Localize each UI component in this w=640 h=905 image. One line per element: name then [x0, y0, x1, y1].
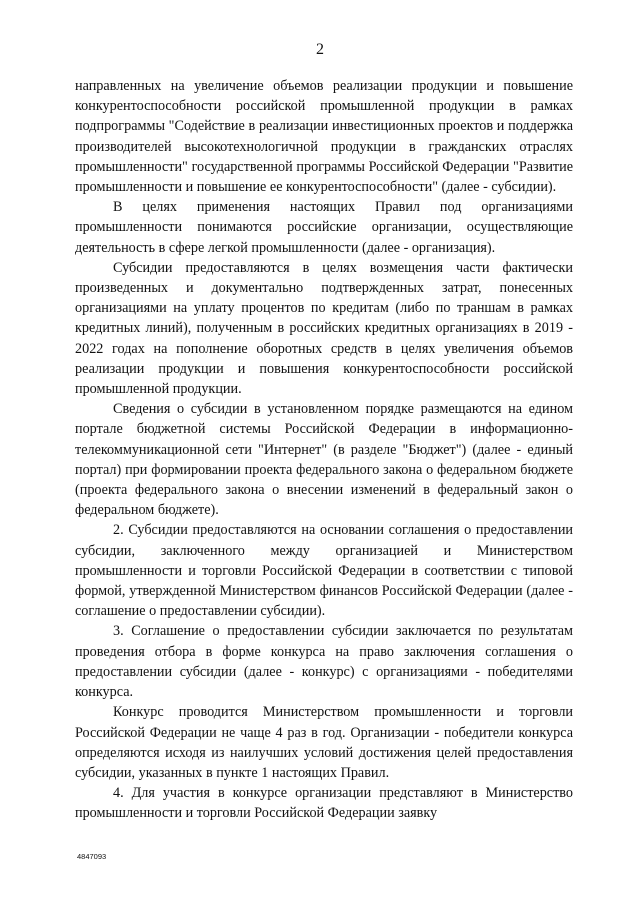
- page-number: 2: [316, 41, 324, 58]
- paragraph-clause-3: 3. Соглашение о предоставлении субсидии заключается по результатам проведения отбора в форме конкурса на право заключения соглашения о предоставлении субсидии (далее - конкурс) с организациями - победителями конкурса.: [75, 623, 573, 701]
- paragraph-clause-2: 2. Субсидии предоставляются на основании соглашения о предоставлении субсидии, заключенного между организацией и Министерством промышленности и торговли Российской Федерации в соответствии с типовой формой, утвержденной Министерством финансов Российской Федерации (далее - соглашение о предоставлении субсидии).: [75, 522, 573, 620]
- document-body: [75, 76, 573, 824]
- paragraph-definition: В целях применения настоящих Правил под организациями промышленности понимаются российские организации, осуществляющие деятельность в сфере легкой промышленности (далее - организация).: [75, 199, 573, 256]
- paragraph-subsidy-purpose: Субсидии предоставляются в целях возмещения части фактически произведенных и документально подтвержденных затрат, понесенных организациями на уплату процентов по кредитам (либо по траншам в рамках кредитных линий), полученным в российских кредитных организациях в 2019 - 2022 годах на пополнение оборотных средств в целях увеличения объемов реализации продукции и повышения конкурентоспособности российской промышленной продукции.: [75, 259, 573, 398]
- paragraph-contest: Конкурс проводится Министерством промышленности и торговли Российской Федерации не чаще 4 раз в год. Организации - победители конкурса определяются исходя из наилучших условий достижения целей предоставления субсидии, указанных в пункте 1 настоящих Правил.: [75, 704, 573, 781]
- paragraph-continuation: направленных на увеличение объемов реализации продукции и повышение конкурентоспособности российской промышленной продукции в рамках подпрограммы "Содействие в реализации инвестиционных проектов и поддержка производителей высокотехнологичной продукции в гражданских отраслях промышленности" государственной программы Российской Федерации "Развитие промышленности и повышение ее конкурентоспособности" (далее - субсидии).: [75, 78, 573, 196]
- document-code: 4847093: [77, 852, 107, 861]
- paragraph-portal-info: Сведения о субсидии в установленном порядке размещаются на едином портале бюджетной системы Российской Федерации в информационно-телекоммуникационной сети "Интернет" (в разделе "Бюджет") (далее - единый портал) при формировании проекта федерального закона о федеральном бюджете (проекта федерального закона о внесении изменений в федеральный закон о федеральном бюджете).: [75, 401, 573, 519]
- paragraph-clause-4: 4. Для участия в конкурсе организации представляют в Министерство промышленности и торговли Российской Федерации заявку: [75, 785, 573, 822]
